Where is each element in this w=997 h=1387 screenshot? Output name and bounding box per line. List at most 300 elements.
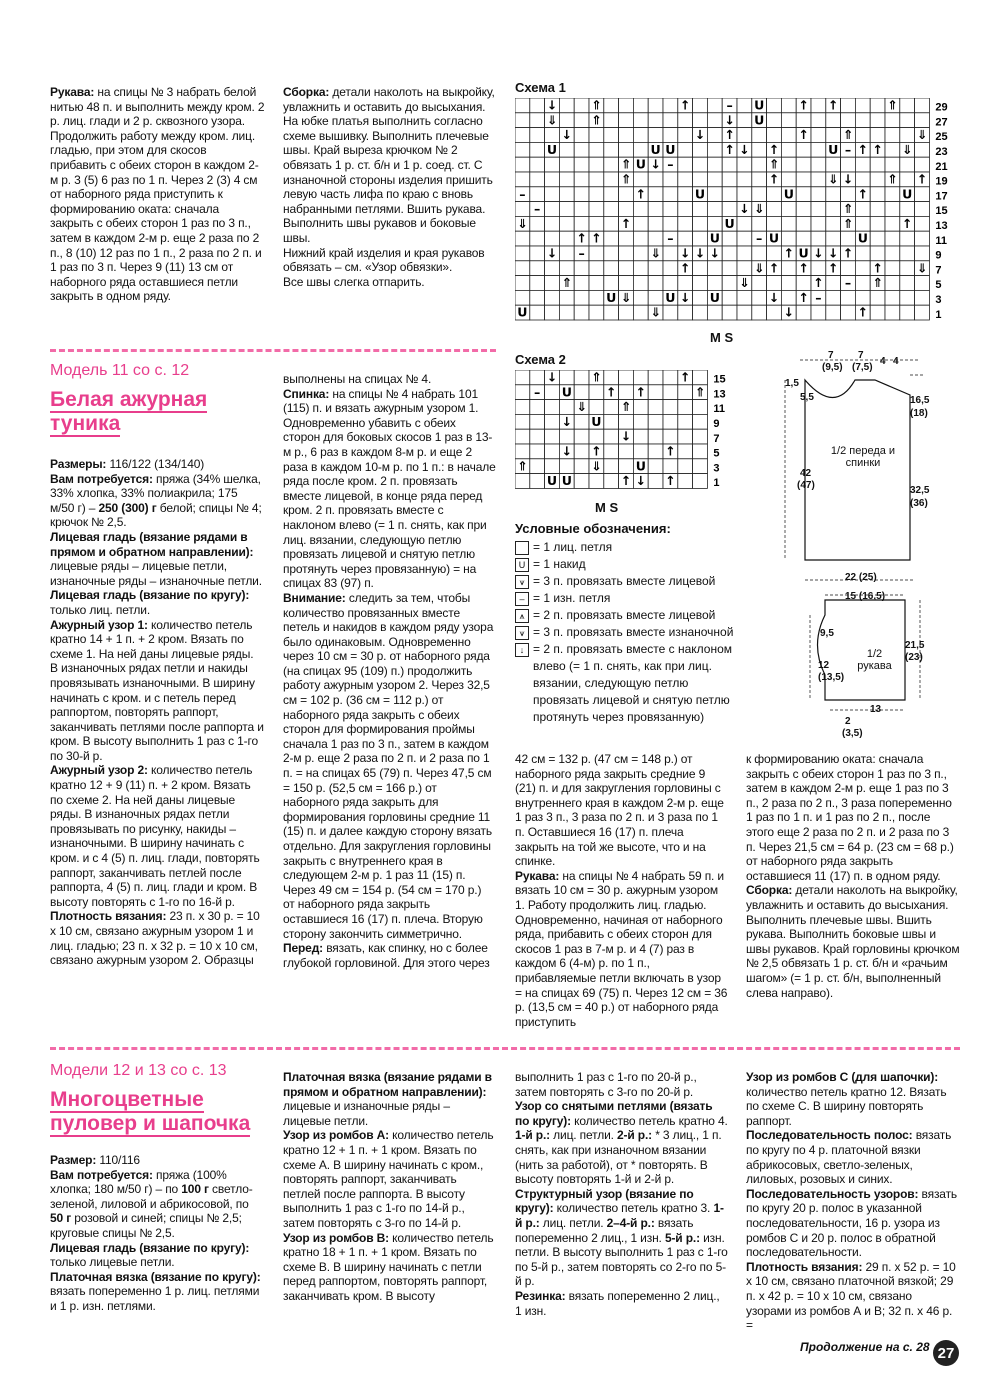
legend-item [515,590,735,607]
grid-symbol: U [754,112,765,128]
model-11-col-3: 42 см = 132 р. (47 см = 148 р.) от наборного ряда закрыть средние 9 (21) п. и для закругления горловины с внутреннего края в каждом 2-м р. еще 1 раз 3 п., 3 раза по 2 п. и 3 раза по 1 п. Оставшиеся 16 (17) п. плеча закрыть на той же высоте, что и на спинке. Рукава: на спицы № 4 набрать 59 п. и вязать 10 см = 30 р. ажурным узором 1. Работу продолжить лиц. гладью. Одновременно, начиная от наборного ряда, прибавить с обеих сторон для скосов 1 раз в 7-м р. и 4 (7) раз в каждом 6 (4-м) р. по 1 п., прибавляемые петли включать в узор = на спицах 69 (75) п. Через 12 см = 36 р. (13,5 см = 40 р.) от наборного ряда приступить [515,752,728,1029]
grid-symbol: ↑ [798,98,809,113]
dimension-label: (23) [905,652,923,663]
grid-cell [693,142,708,157]
grid-cell [693,459,708,474]
grid-cell [574,429,589,444]
grid-cell [589,172,604,187]
grid-cell [530,290,545,305]
grid-cell [796,172,811,187]
grid-cell [604,305,619,320]
model-12-col-4: Узор из ромбов С (для шапочки): количество петель кратно 12. Вязать по схеме С. В ширину повторять раппорт. Последовательность полос: вязать по кругу по 4 р. платочной вязки абрикосовых, светло-зеленых, лиловых, розовых и синих. Последовательность узоров: вязать по кругу 20 р. полос в указанной последовательности, 16 р. узора из ромбов С и 20 р. полос в обратной последовательности. Плотность вязания: 29 п. х 52 р. = 10 х 10 см, связано платочной вязкой; 29 п. х 42 р. = 10 х 10 см, связано узорами из ромбов А и В; 32 п. х 46 р. = [746,1070,958,1333]
grid-symbol: ↓ [679,289,691,305]
grid-cell [530,231,545,246]
grid-cell [693,414,708,429]
grid-cell [545,414,560,429]
grid-cell [767,305,782,320]
legend-label: = 3 п. провязать вместе лицевой [533,574,716,588]
grid-cell [604,231,619,246]
dimension-label: 22 (25) [845,572,877,583]
grid-cell [722,187,737,202]
grid-cell [559,261,574,276]
grid-cell [870,98,885,113]
grid-cell [619,128,634,143]
grid-cell [707,113,722,128]
grid-cell [767,202,782,217]
grid-cell [885,187,900,202]
grid-symbol: ↑ [857,304,869,320]
grid-symbol: ↑ [798,127,809,143]
grid-symbol: U [517,304,528,320]
dimension-label: 1,5 [785,378,799,389]
grid-symbol: – [667,156,674,172]
grid-cell [678,429,693,444]
grid-cell [604,98,619,113]
grid-cell [855,98,870,113]
grid-cell [826,128,841,143]
scheme-2-ms: M S [595,500,619,515]
grid-cell [663,98,678,113]
grid-cell [619,444,634,459]
grid-symbol: – [667,230,674,246]
grid-cell [811,128,826,143]
grid-symbol: ⇑ [591,112,602,128]
grid-cell [545,128,560,143]
grid-symbol: U [546,141,558,157]
scheme-2-title: Схема 2 [515,352,566,367]
model-12-header: Модели 12 и 13 со с. 13 [50,1062,227,1079]
grid-cell [574,113,589,128]
row-label: 7 [935,264,942,277]
grid-cell [515,385,530,400]
legend-label: = 1 изн. петля [533,591,611,605]
grid-cell [515,142,530,157]
grid-cell [781,290,796,305]
grid-cell [870,157,885,172]
grid-cell [559,429,574,444]
grid-cell [707,305,722,320]
grid-cell [885,231,900,246]
grid-cell [678,202,693,217]
grid-cell [574,128,589,143]
grid-cell [678,128,693,143]
grid-cell [574,444,589,459]
grid-symbol: ↓ [546,98,558,113]
grid-cell [545,187,560,202]
grid-cell [915,246,930,261]
grid-cell [589,246,604,261]
grid-cell [707,98,722,113]
legend-label: = 2 п. провязать вместе с наклоном влево (= 1 п. снять, как при лиц. вязании, следующую петлю провязать лицевой и снятую петлю протянуть через провязанную) [533,642,733,724]
grid-cell [633,113,648,128]
row-label: 29 [935,101,948,114]
grid-cell [515,429,530,444]
grid-cell [515,414,530,429]
grid-cell [530,142,545,157]
grid-cell [707,172,722,187]
grid-cell [885,157,900,172]
grid-cell [841,98,856,113]
grid-cell [693,370,708,385]
grid-cell [752,305,767,320]
grid-cell [737,231,752,246]
grid-cell [885,216,900,231]
grid-cell [545,216,560,231]
grid-cell [678,400,693,415]
grid-cell [693,276,708,291]
dimension-label: 7 [858,350,864,361]
grid-cell [870,305,885,320]
grid-cell [648,474,663,489]
model-12-title-line-2: пуловер и шапочка [50,1112,251,1135]
grid-cell [678,157,693,172]
grid-cell [545,444,560,459]
grid-cell [767,216,782,231]
grid-cell [574,172,589,187]
grid-cell [604,216,619,231]
grid-cell [781,216,796,231]
grid-cell [915,142,930,157]
grid-cell [915,187,930,202]
model-12-col-1: Размер: 110/116 Вам потребуется: пряжа (100% хлопка; 180 м/50 г) – по 100 г светло-зеленой, лиловой и абрикосовой, по 50 г розовой и синей; спицы № 2,5; круговые спицы № 2,5. Лицевая гладь (вязание по кругу): только лицевые петли. Платочная вязка (вязание по кругу): вязать попеременно 1 р. лиц. петлями и 1 р. изн. петлями. [50,1153,261,1313]
legend-title: Условные обозначения: [515,521,671,536]
grid-cell [604,400,619,415]
grid-cell [545,276,560,291]
grid-symbol: ⇓ [517,215,528,231]
dimension-label: 4 [880,356,886,367]
grid-cell [530,370,545,385]
grid-symbol: ↑ [827,260,839,276]
grid-cell [900,98,915,113]
grid-cell [767,128,782,143]
grid-cell [633,246,648,261]
grid-cell [589,216,604,231]
grid-cell [752,128,767,143]
grid-cell [559,400,574,415]
grid-cell [885,261,900,276]
grid-cell [915,276,930,291]
grid-symbol: ↑ [576,230,587,246]
grid-symbol: ↑ [857,141,869,157]
grid-symbol: ⇓ [739,275,750,291]
grid-symbol: ↑ [901,215,913,231]
grid-cell [811,172,826,187]
grid-symbol: ⇓ [546,112,558,128]
grid-cell [619,459,634,474]
grid-cell [900,276,915,291]
grid-cell [870,113,885,128]
grid-cell [619,187,634,202]
grid-cell [530,444,545,459]
grid-cell [633,231,648,246]
grid-cell [900,290,915,305]
grid-cell [545,305,560,320]
grid-cell [604,459,619,474]
grid-cell [545,290,560,305]
grid-cell [633,142,648,157]
grid-cell [707,202,722,217]
grid-cell [648,400,663,415]
row-label: 17 [935,190,948,203]
dimension-label: 42 [800,468,812,479]
grid-symbol: ↑ [591,230,602,246]
grid-cell [826,231,841,246]
grid-cell [693,113,708,128]
grid-cell [855,172,870,187]
grid-symbol: U [768,230,780,246]
grid-cell [574,261,589,276]
grid-symbol: U [754,98,765,113]
grid-cell [678,305,693,320]
grid-cell [707,276,722,291]
grid-symbol: ↑ [620,473,632,489]
grid-symbol: ↓ [561,443,573,459]
legend-label: = 2 п. провязать вместе лицевой [533,608,716,622]
grid-symbol: ⇑ [561,275,573,291]
grid-cell [589,187,604,202]
dimension-label: (7,5) [852,362,873,373]
grid-cell [604,414,619,429]
grid-cell [530,216,545,231]
grid-cell [515,157,530,172]
scheme-2-grid [515,370,740,495]
grid-cell [530,474,545,489]
model-11-title [50,388,207,436]
grid-symbol: U [606,289,617,305]
grid-cell [589,128,604,143]
grid-cell [900,246,915,261]
grid-symbol: ↓ [724,112,735,128]
grid-cell [589,385,604,400]
grid-cell [885,276,900,291]
grid-symbol: ⇑ [591,370,602,385]
grid-symbol: ↓ [561,413,573,429]
model-11-col-2: выполнены на спицах № 4. Спинка: на спицы № 4 набрать 101 (115) п. и вязать ажурным узором 1. Одновременно убавить с обеих сторон для боковых скосов 1 раз в 13-м р., 6 раз в каждом 8-м р. и еще 2 раза в каждом 10-м р. по 1 п.: в начале ряда после кром. 2 п. провязать вместе лицевой, в конце ряда перед кром. 2 п. провязать вместе с наклоном влево (= 1 п. снять, как при лиц. вязании, следующую петлю провязать лицевой и снятую петлю протянуть через провязанную) = на спицах 83 (97) п. Внимание: следить за тем, чтобы количество провязанных вместе петель и накидов в каждом ряду узора было одинаковым. Одновременно через 10 см = 30 р. от наборного ряда (на спицах 95 (109) п.) продолжить работу ажурным узором 2. Через 32,5 см = 102 р. (36 см = 112 р.) от наборного ряда закрыть с обеих сторон для формирования проймы сначала 1 раз по 3 п., затем в каждом 2-м р. еще 2 раза по 2 п. и 2 раза по 1 п. = на спицах 65 (79) п. Через 47,5 см = 150 р. (52,5 см = 166 р.) от наборного ряда закрыть для формирования горловины средние 11 (15) п. и далее каждую сторону вязать отдельно. Для закругления горловины закрыть с внутреннего края в следующем 2-м р. 1 раз 11 (15) п. Через 49 см = 154 р. (54 см = 170 р.) от наборного ряда закрыть оставшиеся 16 (17) п. плеча. Вторую сторону закончить симметрично. Перед: вязать, как спинку, но с более глубокой горловиной. Для этого через [283,372,496,970]
grid-symbol: U [561,384,572,400]
grid-cell [693,474,708,489]
grid-symbol: ⇑ [842,215,854,231]
model-12-col-3: выполнить 1 раз с 1-го по 20-й р., затем повторять с 3-го по 20-й р. Узор со снятыми петлями (вязать по кругу): количество петель кратно 4. 1-й р.: лиц. петли. 2-й р.: * 3 лиц., 1 п. снять, как при изнаночном вязании (нить за работой), от * повторять. В высоту повторять 1-й и 2-й р. Структурный узор (вязание по кругу): количество петель кратно 3. 1-й р.: лиц. петли. 2–4-й р.: вязать попеременно 2 лиц., 1 изн. 5-й р.: изн. петли. В высоту выполнить 1 раз с 1-го по 5-й р., затем повторять со 2-го по 5-й р. Резинка: вязать попеременно 2 лиц., 1 изн. [515,1070,728,1318]
grid-cell [648,231,663,246]
grid-cell [693,172,708,187]
grid-symbol: ⇑ [842,201,854,217]
grid-cell [870,172,885,187]
grid-symbol: ↑ [724,141,735,157]
grid-symbol: ↑ [768,171,780,187]
grid-cell [530,414,545,429]
dimension-label: 15 (16,5) [845,591,886,602]
grid-cell [530,98,545,113]
grid-cell [648,370,663,385]
grid-cell [915,202,930,217]
grid-cell [574,98,589,113]
grid-symbol: – [578,245,585,261]
grid-cell [648,290,663,305]
grid-cell [545,231,560,246]
grid-cell [752,216,767,231]
grid-cell [619,246,634,261]
grid-cell [752,276,767,291]
grid-symbol: ↓ [709,245,721,261]
grid-cell [693,98,708,113]
grid-cell [678,113,693,128]
grid-cell [633,370,648,385]
grid-symbol: ⇑ [887,98,898,113]
grid-symbol: ⇑ [517,458,528,474]
grid-cell [604,370,619,385]
grid-cell [515,98,530,113]
grid-symbol: ↓ [813,245,824,261]
grid-cell [737,172,752,187]
grid-symbol: ↓ [546,245,558,261]
grid-cell [604,261,619,276]
grid-cell [663,246,678,261]
grid-cell [559,172,574,187]
grid-cell [885,305,900,320]
grid-cell [648,202,663,217]
grid-cell [619,142,634,157]
grid-cell [796,187,811,202]
grid-cell [855,157,870,172]
grid-symbol: ↑ [768,260,780,276]
grid-cell [604,429,619,444]
grid-cell [648,216,663,231]
grid-cell [678,444,693,459]
grid-cell [796,305,811,320]
grid-symbol: ↑ [798,260,809,276]
grid-cell [826,202,841,217]
row-label: 27 [935,116,948,129]
grid-cell [870,216,885,231]
grid-cell [811,216,826,231]
grid-cell [663,400,678,415]
grid-cell [574,370,589,385]
grid-symbol: ↑ [827,98,839,113]
grid-symbol: – [756,230,763,246]
legend-symbol-icon: – [515,592,529,606]
grid-symbol: U [828,141,839,157]
grid-symbol: ⇓ [591,458,602,474]
grid-cell [826,157,841,172]
grid-cell [633,290,648,305]
grid-cell [826,113,841,128]
row-label: 9 [713,417,720,430]
grid-cell [855,290,870,305]
row-label: 21 [935,160,948,173]
grid-cell [545,400,560,415]
grid-cell [678,172,693,187]
dimension-label: (13,5) [818,672,845,683]
grid-cell [619,98,634,113]
grid-cell [811,305,826,320]
grid-symbol: ⇓ [827,171,839,187]
grid-cell [737,246,752,261]
grid-cell [737,216,752,231]
grid-cell [841,261,856,276]
grid-cell [737,305,752,320]
grid-cell [707,128,722,143]
grid-cell [559,246,574,261]
row-label: 9 [935,249,942,262]
grid-cell [515,113,530,128]
row-label: 25 [935,131,948,144]
grid-cell [722,276,737,291]
grid-symbol: ↑ [635,384,647,400]
grid-cell [707,187,722,202]
row-label: 5 [713,447,720,460]
grid-cell [752,157,767,172]
grid-symbol: ↑ [620,215,632,231]
grid-cell [619,305,634,320]
grid-cell [826,290,841,305]
grid-cell [574,459,589,474]
grid-symbol: ↓ [635,473,647,489]
dimension-label: 4 [893,356,899,367]
grid-cell [752,187,767,202]
grid-symbol: U [798,245,809,261]
grid-cell [574,187,589,202]
grid-cell [811,187,826,202]
grid-cell [515,202,530,217]
grid-symbol: ⇓ [650,304,661,320]
grid-cell [530,157,545,172]
model-11-title-line-2: туника [50,412,121,435]
grid-cell [515,276,530,291]
grid-cell [841,113,856,128]
grid-cell [648,276,663,291]
legend-symbol-icon: U [515,558,529,572]
grid-cell [870,290,885,305]
grid-cell [530,128,545,143]
grid-cell [530,400,545,415]
grid-cell [737,128,752,143]
grid-cell [870,246,885,261]
grid-cell [693,231,708,246]
grid-cell [589,142,604,157]
grid-symbol: ↓ [783,304,795,320]
grid-symbol: ↓ [694,127,706,143]
grid-cell [559,305,574,320]
grid-symbol: ↑ [591,443,602,459]
grid-cell [663,459,678,474]
grid-symbol: ↓ [561,127,573,143]
grid-symbol: ↑ [768,141,780,157]
grid-cell [633,98,648,113]
legend-symbol-icon: ⩛ [515,626,529,640]
dimension-label: 5,5 [800,392,814,403]
grid-cell [515,231,530,246]
model-12-title-line-1: Многоцветные [50,1088,204,1111]
legend-item [515,539,735,556]
grid-cell [767,276,782,291]
grid-cell [737,261,752,276]
grid-cell [633,172,648,187]
row-label: 3 [935,293,942,306]
grid-symbol: – [815,289,822,305]
grid-symbol: – [519,186,526,202]
grid-cell [900,113,915,128]
grid-cell [663,113,678,128]
grid-cell [841,231,856,246]
grid-cell [574,414,589,429]
grid-symbol: ↑ [679,98,691,113]
dimension-label: 13 [870,704,882,715]
grid-cell [619,276,634,291]
legend-label: = 1 лиц. петля [533,540,613,554]
grid-cell [663,414,678,429]
grid-symbol: ↑ [605,384,617,400]
grid-symbol: ↑ [857,186,869,202]
